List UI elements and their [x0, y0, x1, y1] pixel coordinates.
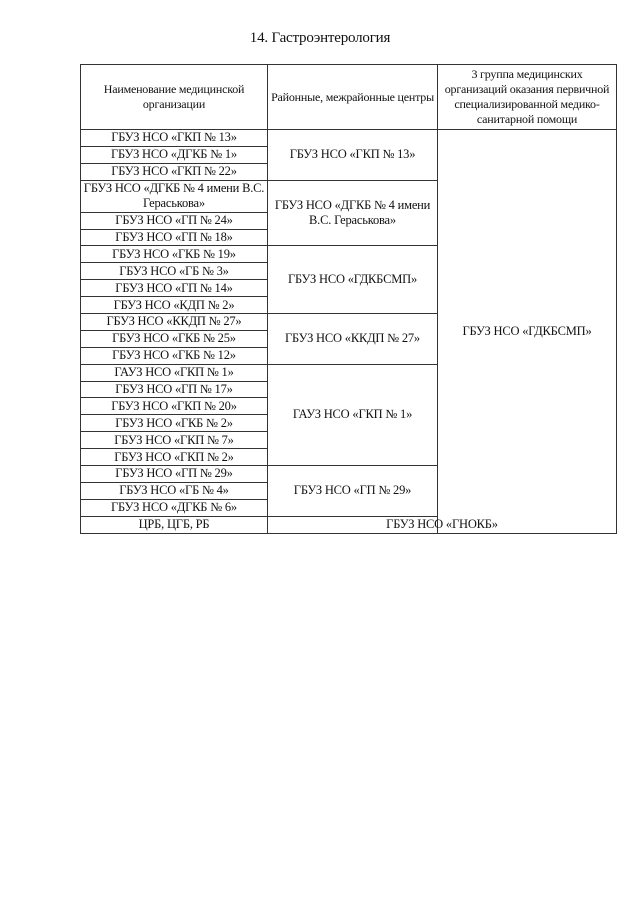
table-row	[81, 516, 617, 533]
header-district-centers: Районные, межрайонные центры	[268, 65, 438, 130]
org-cell: ГБУЗ НСО «ДГКБ № 1»	[81, 146, 268, 163]
org-cell: ГБУЗ НСО «ГП № 29»	[81, 466, 268, 483]
table-header-row	[81, 65, 617, 130]
org-cell: ГБУЗ НСО «ДГКБ № 4 имени В.С. Гераськова»	[81, 180, 268, 212]
center-cell: ГАУЗ НСО «ГКП № 1»	[268, 364, 438, 465]
center-cell: ГБУЗ НСО «ККДП № 27»	[268, 314, 438, 365]
org-cell: ГБУЗ НСО «ГБ № 3»	[81, 263, 268, 280]
table-row	[81, 130, 617, 147]
org-cell: ГБУЗ НСО «ГП № 18»	[81, 229, 268, 246]
page-title: 14. Гастроэнтерология	[249, 30, 391, 46]
org-cell: ГБУЗ НСО «ГКП № 22»	[81, 163, 268, 180]
header-third-group: 3 группа медицинских организаций оказания первичной специализированной медико-санитарной помощи	[438, 65, 617, 130]
org-cell: ГБУЗ НСО «ГП № 14»	[81, 280, 268, 297]
org-cell: ГБУЗ НСО «ГП № 24»	[81, 212, 268, 229]
org-cell: ГБУЗ НСО «ГКБ № 19»	[81, 246, 268, 263]
center-cell: ГБУЗ НСО «ГП № 29»	[268, 466, 438, 517]
third-group-cell: ГБУЗ НСО «ГДКБСМП»	[438, 130, 617, 534]
center-cell: ГБУЗ НСО «ГКП № 13»	[268, 130, 438, 181]
org-cell: ГБУЗ НСО «ГКБ № 2»	[81, 415, 268, 432]
org-cell: ГАУЗ НСО «ГКП № 1»	[81, 364, 268, 381]
org-cell: ГБУЗ НСО «ГБ № 4»	[81, 482, 268, 499]
center-cell: ГБУЗ НСО «ГНОКБ»	[268, 516, 617, 533]
org-cell: ГБУЗ НСО «ККДП № 27»	[81, 314, 268, 331]
center-cell: ГБУЗ НСО «ГДКБСМП»	[268, 246, 438, 314]
org-cell: ГБУЗ НСО «ГКП № 2»	[81, 449, 268, 466]
center-cell: ГБУЗ НСО «ДГКБ № 4 имени В.С. Гераськова»	[268, 180, 438, 246]
org-cell: ГБУЗ НСО «ГКП № 13»	[81, 130, 268, 147]
org-cell: ГБУЗ НСО «КДП № 2»	[81, 297, 268, 314]
header-org-name: Наименование медицинской организации	[81, 65, 268, 130]
org-cell: ГБУЗ НСО «ГП № 17»	[81, 381, 268, 398]
org-cell: ГБУЗ НСО «ГКП № 7»	[81, 432, 268, 449]
org-cell: ГБУЗ НСО «ГКБ № 12»	[81, 347, 268, 364]
org-cell: ЦРБ, ЦГБ, РБ	[81, 516, 268, 533]
org-cell: ГБУЗ НСО «ДГКБ № 6»	[81, 499, 268, 516]
org-cell: ГБУЗ НСО «ГКП № 20»	[81, 398, 268, 415]
org-cell: ГБУЗ НСО «ГКБ № 25»	[81, 330, 268, 347]
gastro-table	[80, 64, 617, 534]
